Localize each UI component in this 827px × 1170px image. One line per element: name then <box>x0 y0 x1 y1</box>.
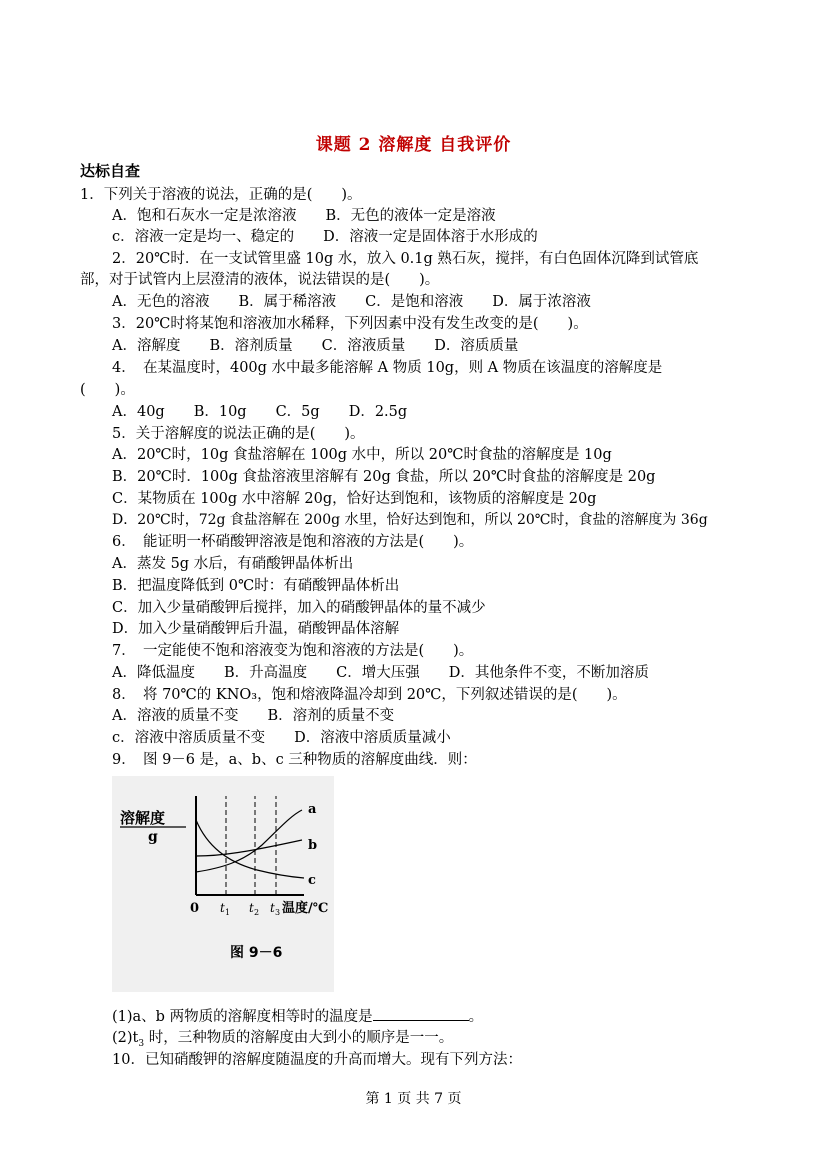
figure-caption: 图 9－6 <box>230 945 283 961</box>
t2-label: t <box>249 901 254 915</box>
question-9: 9． 图 9－6 是，a、b、c 三种物质的溶解度曲线．则： <box>112 752 477 768</box>
t3-label: t <box>270 901 275 915</box>
question-4: 4． 在某温度时，400g 水中最多能溶解 A 物质 10g，则 A 物质在该温度的溶解度是 <box>112 360 663 376</box>
q6-option-b: B．把温度降低到 0℃时：有硝酸钾晶体析出 <box>112 578 400 594</box>
q9-sub1-end: 。 <box>468 1009 484 1025</box>
origin-label: 0 <box>190 901 200 916</box>
question-1: 1．下列关于溶液的说法，正确的是( )。 <box>80 187 362 203</box>
curve-b-label: b <box>308 838 318 853</box>
answer-blank[interactable] <box>373 1006 469 1021</box>
q6-option-a: A．蒸发 5g 水后，有硝酸钾晶体析出 <box>112 556 354 572</box>
x-axis-label: 温度/℃ <box>282 901 329 916</box>
t3-subscript: 3 <box>275 908 281 917</box>
q9-sub2-subscript: 3 <box>138 1038 145 1049</box>
page-footer: 第 1 页 共 7 页 <box>365 1091 462 1107</box>
q9-sub2-rest: 时，三种物质的溶解度由大到小的顺序是一一。 <box>144 1030 454 1046</box>
q5-option-b: B．20℃时．100g 食盐溶液里溶解有 20g 食盐，所以 20℃时食盐的溶解度是 20g <box>112 469 656 485</box>
curve-c-label: c <box>308 873 316 888</box>
section-heading: 达标自查 <box>80 162 141 180</box>
question-2: 2．20℃时．在一支试管里盛 10g 水，放入 0.1g 熟石灰，搅拌，有白色固体沉降到试管底 <box>112 251 699 267</box>
q5-option-a: A．20℃时，10g 食盐溶解在 100g 水中，所以 20℃时食盐的溶解度是 10g <box>112 447 612 463</box>
curve-a-label: a <box>308 802 317 817</box>
q9-sub2-text: (2)t <box>112 1030 139 1046</box>
question-4-cont: ( )。 <box>80 382 135 398</box>
question-5: 5．关于溶解度的说法正确的是( )。 <box>112 426 365 442</box>
q8-options-ab: A．溶液的质量不变 B．溶剂的质量不变 <box>112 708 395 724</box>
q6-option-c: C．加入少量硝酸钾后搅拌，加入的硝酸钾晶体的量不减少 <box>112 600 486 616</box>
question-2-cont: 部，对于试管内上层澄清的液体，说法错误的是( )。 <box>80 272 440 288</box>
y-axis-label: 溶解度 <box>120 809 166 827</box>
question-8: 8． 将 70℃的 KNO₃，饱和熔液降温冷却到 20℃，下列叙述错误的是( )。 <box>112 687 627 703</box>
q6-option-d: D．加入少量硝酸钾后升温，硝酸钾晶体溶解 <box>112 621 400 637</box>
y-axis-unit: g <box>148 829 158 845</box>
q1-options-cd: c．溶液一定是均一、稳定的 D．溶液一定是固体溶于水形成的 <box>112 229 538 245</box>
question-3: 3．20℃时将某饱和溶液加水稀释，下列因素中没有发生改变的是( )。 <box>112 316 588 332</box>
q1-options-ab: A．饱和石灰水一定是浓溶液 B．无色的液体一定是溶液 <box>112 208 496 224</box>
solubility-curve-figure <box>112 776 334 992</box>
t2-subscript: 2 <box>254 908 260 917</box>
t1-label: t <box>220 901 225 915</box>
q4-options: A．40g B．10g C．5g D．2.5g <box>112 404 408 420</box>
question-6: 6． 能证明一杯硝酸钾溶液是饱和溶液的方法是( )。 <box>112 534 474 550</box>
q3-options: A．溶解度 B．溶剂质量 C．溶液质量 D．溶质质量 <box>112 338 519 354</box>
solubility-curve-chart <box>112 776 334 992</box>
t1-subscript: 1 <box>225 908 231 917</box>
q7-options: A．降低温度 B．升高温度 C．增大压强 D．其他条件不变，不断加溶质 <box>112 665 649 681</box>
q5-option-d: D．20℃时，72g 食盐溶解在 200g 水里，恰好达到饱和，所以 20℃时，食盐的溶解度为 36g <box>112 512 708 528</box>
q8-options-cd: c．溶液中溶质质量不变 D．溶液中溶质质量减小 <box>112 730 451 746</box>
q9-sub1 <box>112 1006 483 1027</box>
question-10: 10．已知硝酸钾的溶解度随温度的升高而增大。现有下列方法： <box>112 1052 522 1068</box>
q5-option-c: C．某物质在 100g 水中溶解 20g，恰好达到饱和，该物质的溶解度是 20g <box>112 491 597 507</box>
q9-sub1-text: (1)a、b 两物质的溶解度相等时的温度是 <box>112 1009 373 1025</box>
q2-options: A．无色的溶液 B．属于稀溶液 C．是饱和溶液 D．属于浓溶液 <box>112 294 591 310</box>
curve-b <box>196 840 302 856</box>
question-7: 7． 一定能使不饱和溶液变为饱和溶液的方法是( )。 <box>112 643 474 659</box>
page-title: 课题 2 溶解度 自我评价 <box>315 135 512 155</box>
curve-a <box>196 810 302 872</box>
